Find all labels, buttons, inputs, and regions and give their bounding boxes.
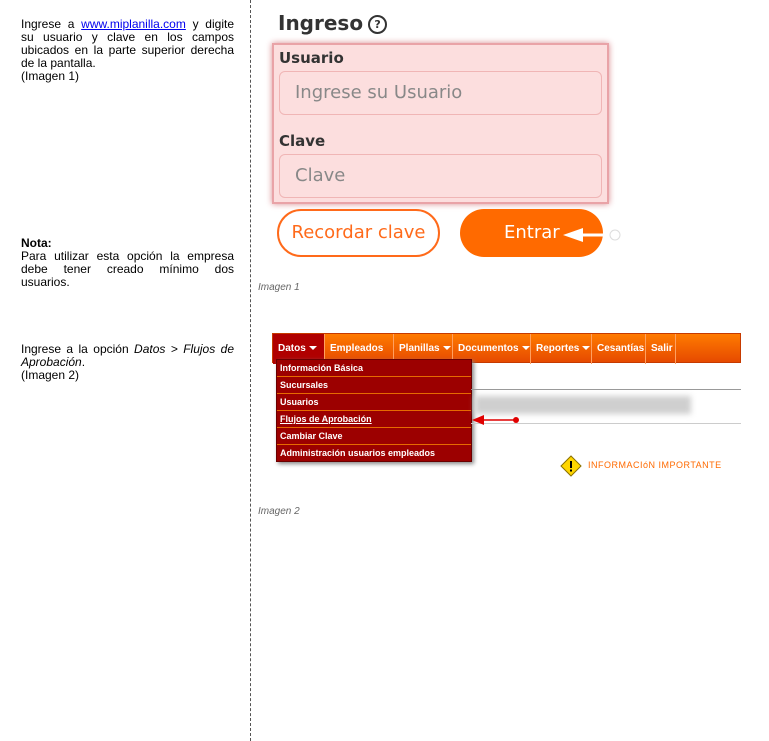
step1-suffix: y digite su usuario y clave en los campos ubicados en la parte superior derecha de la pantalla. [21, 17, 234, 70]
step1-ref: (Imagen 1) [21, 69, 80, 83]
step1-instructions [21, 18, 234, 83]
submenu-usuarios[interactable]: Usuarios [277, 394, 471, 411]
help-icon[interactable]: ? [368, 15, 387, 34]
submenu-flujos-de-aprobacion[interactable]: Flujos de Aprobación [277, 411, 471, 428]
pointer-arrow-icon [470, 413, 522, 427]
menu-empleados[interactable]: Empleados [325, 334, 394, 364]
chevron-down-icon [582, 346, 590, 350]
submenu-informacion-basica[interactable]: Información Básica [277, 360, 471, 377]
step2-instructions [21, 343, 234, 382]
step2-path: Datos > Flujos de Aprobación [21, 342, 234, 369]
step1-prefix: Ingrese a [21, 17, 82, 31]
entrar-button[interactable]: Entrar [460, 209, 603, 257]
menu-salir[interactable]: Salir [646, 334, 676, 364]
caption-imagen2: Imagen 2 [258, 506, 300, 517]
login-title [278, 11, 387, 35]
column-divider [250, 0, 251, 741]
clave-input[interactable]: Clave [279, 154, 602, 198]
login-fields-highlight [272, 43, 609, 204]
step2-suffix: . [81, 355, 86, 369]
usuario-label: Usuario [279, 49, 344, 67]
blurred-company-name [475, 396, 691, 414]
login-title-text: Ingreso [278, 11, 364, 35]
submenu-administracion-usuarios[interactable]: Administración usuarios empleados [280, 448, 436, 458]
caption-imagen1: Imagen 1 [258, 282, 300, 293]
menu-cesantias[interactable]: Cesantías [592, 334, 646, 364]
step2-ref: (Imagen 2) [21, 368, 80, 382]
menu-planillas[interactable]: Planillas [394, 334, 453, 364]
info-text: INFORMACIóN IMPORTANTE [588, 460, 722, 470]
menu-datos[interactable]: Datos [273, 334, 325, 364]
note-text: Para utilizar esta opción la empresa debe tener creado mínimo dos usuarios. [21, 249, 234, 289]
note-title: Nota: [21, 236, 52, 250]
note-block [21, 237, 234, 289]
clave-label: Clave [279, 132, 326, 150]
submenu-sucursales[interactable]: Sucursales [277, 377, 471, 394]
submenu-cambiar-clave[interactable]: Cambiar Clave [277, 428, 471, 445]
warning-icon [560, 455, 582, 477]
menu-reportes[interactable]: Reportes [531, 334, 592, 364]
chevron-down-icon [522, 346, 530, 350]
datos-dropdown [276, 359, 472, 462]
pointer-arrow-icon [561, 224, 623, 246]
divider-line [471, 389, 741, 390]
step2-prefix: Ingrese a la opción [21, 342, 135, 356]
miplanilla-link[interactable]: www.miplanilla.com [81, 17, 186, 31]
chevron-down-icon [309, 346, 317, 350]
usuario-input[interactable]: Ingrese su Usuario [279, 71, 602, 115]
recordar-clave-button[interactable]: Recordar clave [277, 209, 440, 257]
menu-documentos[interactable]: Documentos [453, 334, 531, 364]
chevron-down-icon [443, 346, 451, 350]
